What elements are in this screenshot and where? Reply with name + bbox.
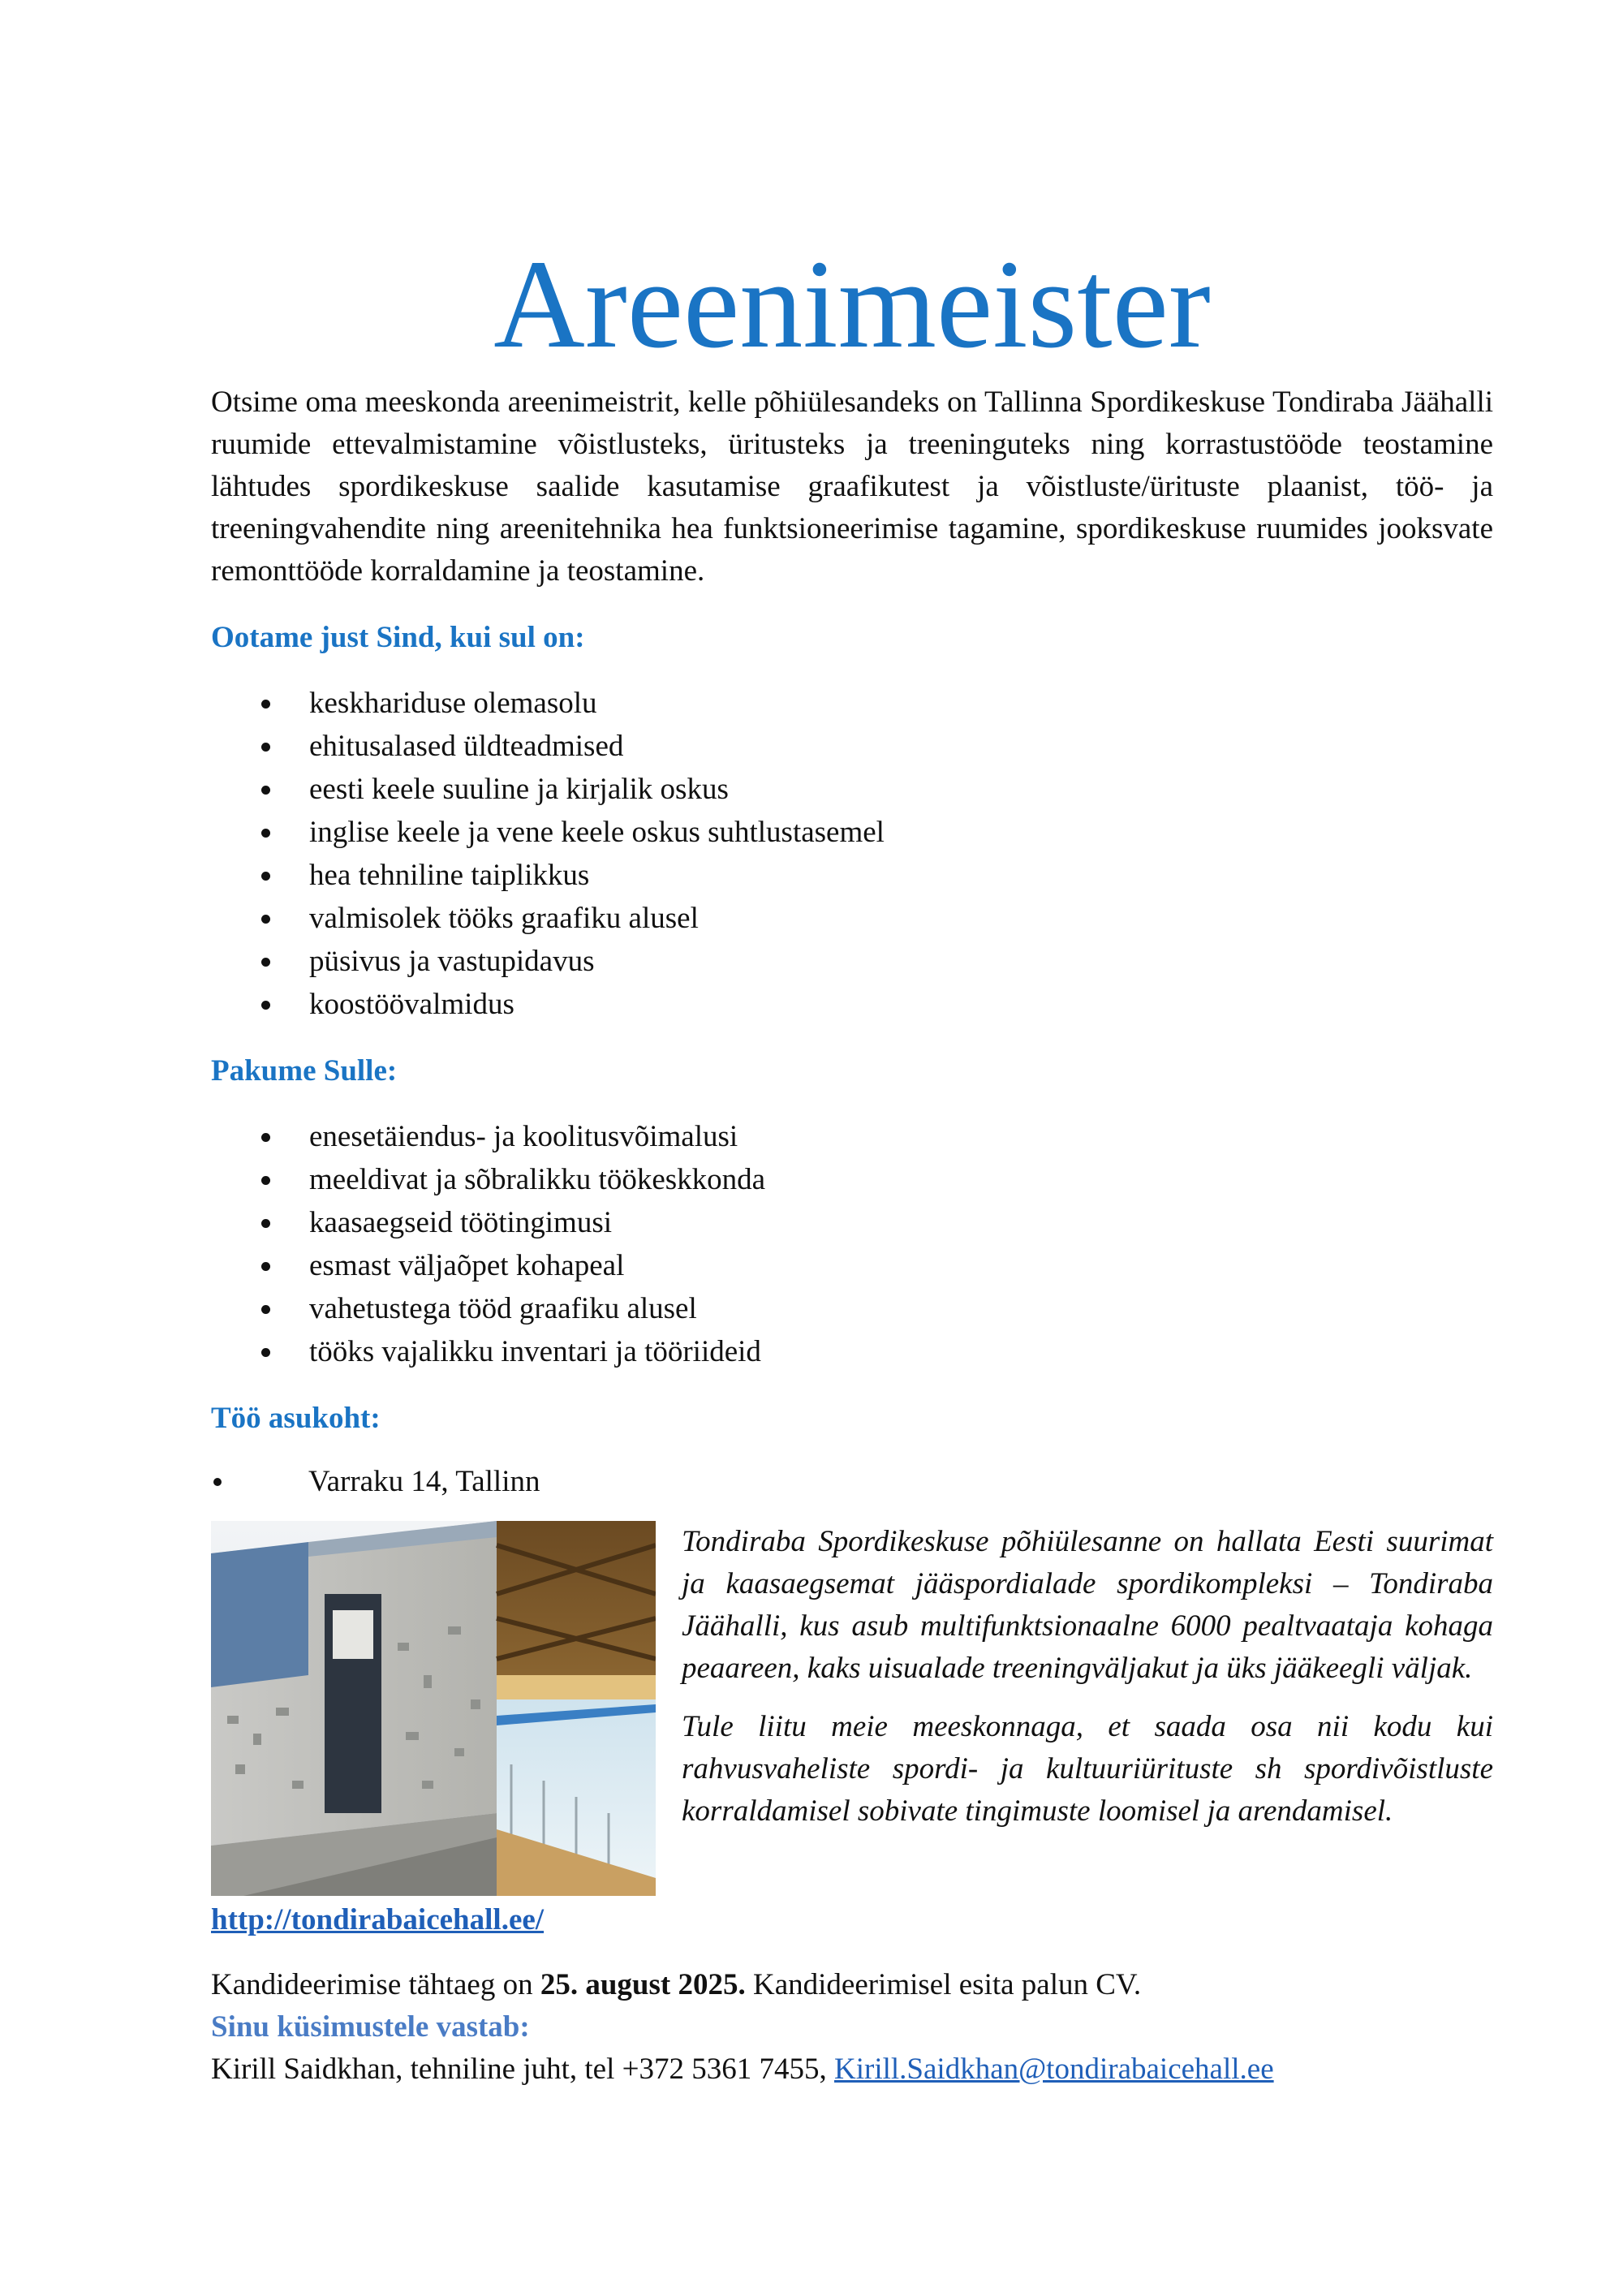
location-heading: Töö asukoht:: [211, 1402, 381, 1435]
deadline-line: Kandideerimise tähtaeg on 25. august 2025. Kandideerimisel esita palun CV.: [211, 1968, 1142, 2001]
ice-hall-photo: [211, 1521, 656, 1896]
list-item: vahetustega tööd graafiku alusel: [211, 1287, 1493, 1330]
offer-heading: Pakume Sulle:: [211, 1054, 398, 1088]
bullet-icon: [261, 700, 270, 709]
contact-email-link[interactable]: Kirill.Saidkhan@tondirabaicehall.ee: [834, 2053, 1274, 2086]
list-item: ehitusalased üldteadmised: [211, 725, 1493, 768]
deadline-date: 25. august 2025.: [540, 1968, 746, 2001]
contact-line: Kirill Saidkhan, tehniline juht, tel +372 5361 7455, Kirill.Saidkhan@tondirabaicehall.ee: [211, 2053, 1274, 2086]
bullet-icon: [261, 958, 270, 967]
bullet-icon: [261, 743, 270, 752]
contact-heading: Sinu küsimustele vastab:: [211, 2010, 530, 2044]
ice-hall-photo-illustration: [211, 1521, 656, 1896]
list-item: keskhariduse olemasolu: [211, 682, 1493, 725]
about-paragraph-2: Tule liitu meie meeskonnaga, et saada osa nii kodu kui rahvusvaheliste spordi- ja kultuuriürituste sh spordivõistluste korraldamisel sobivate tingimuste loomisel ja arendamisel.: [682, 1710, 1493, 1828]
bullet-icon: [261, 1305, 270, 1314]
bullet-icon: [261, 786, 270, 795]
list-item: inglise keele ja vene keele oskus suhtlustasemel: [211, 811, 1493, 854]
bullet-icon: [261, 1262, 270, 1271]
bullet-icon: [261, 1219, 270, 1228]
list-item: meeldivat ja sõbralikku töökeskkonda: [211, 1158, 1493, 1201]
offer-list: [211, 1115, 1493, 1373]
bullet-icon: [261, 829, 270, 838]
website-row: [211, 1899, 1493, 1941]
page-title: Areenimeister: [493, 234, 1211, 374]
about-paragraph-1: Tondiraba Spordikeskuse põhiülesanne on hallata Eesti suurimat ja kaasaegsemat jääspordialade spordikompleksi – Tondiraba Jäähalli, kus asub multifunktsionaalne 6000 pealtvaataja kohaga peaareen, kaks uisualade treeningväljakut ja üks jääkeegli väljak.: [682, 1525, 1493, 1685]
bullet-icon: [261, 1001, 270, 1010]
about-text: [682, 1521, 1493, 1833]
bullet-icon: [213, 1478, 222, 1486]
list-item: tööks vajalikku inventari ja tööriideid: [211, 1330, 1493, 1373]
list-item: eesti keele suuline ja kirjalik oskus: [211, 768, 1493, 811]
about-section: [211, 1521, 1493, 1896]
intro-paragraph: Otsime oma meeskonda areenimeistrit, kelle põhiülesandeks on Tallinna Spordikeskuse Tondiraba Jäähalli ruumide ettevalmistamine võistlusteks, üritusteks ja treeninguteks ning korrastustööde teostamine lähtudes spordikeskuse saalide kasutamise graafikutest ja võistluste/ürituste plaanist, töö- ja treeningvahendite ning areenitehnika hea funktsioneerimise tagamine, spordikeskuse ruumides jooksvate remonttööde korraldamine ja teostamine.: [211, 386, 1493, 588]
list-item: esmast väljaõpet kohapeal: [211, 1244, 1493, 1287]
bullet-icon: [261, 872, 270, 881]
job-posting: [211, 227, 1493, 2091]
website-link[interactable]: http://tondirabaicehall.ee/: [211, 1903, 545, 1936]
location-address: Varraku 14, Tallinn: [211, 1461, 1493, 1503]
bullet-icon: [261, 1348, 270, 1357]
list-item: valmisolek tööks graafiku alusel: [211, 897, 1493, 940]
list-item: enesetäiendus- ja koolitusvõimalusi: [211, 1115, 1493, 1158]
bullet-icon: [261, 1133, 270, 1142]
list-item: hea tehniline taiplikkus: [211, 854, 1493, 897]
requirements-heading: Ootame just Sind, kui sul on:: [211, 621, 585, 654]
requirements-list: [211, 682, 1493, 1026]
bullet-icon: [261, 915, 270, 924]
list-item: püsivus ja vastupidavus: [211, 940, 1493, 983]
list-item: kaasaegseid töötingimusi: [211, 1201, 1493, 1244]
bullet-icon: [261, 1176, 270, 1185]
list-item: koostöövalmidus: [211, 983, 1493, 1026]
